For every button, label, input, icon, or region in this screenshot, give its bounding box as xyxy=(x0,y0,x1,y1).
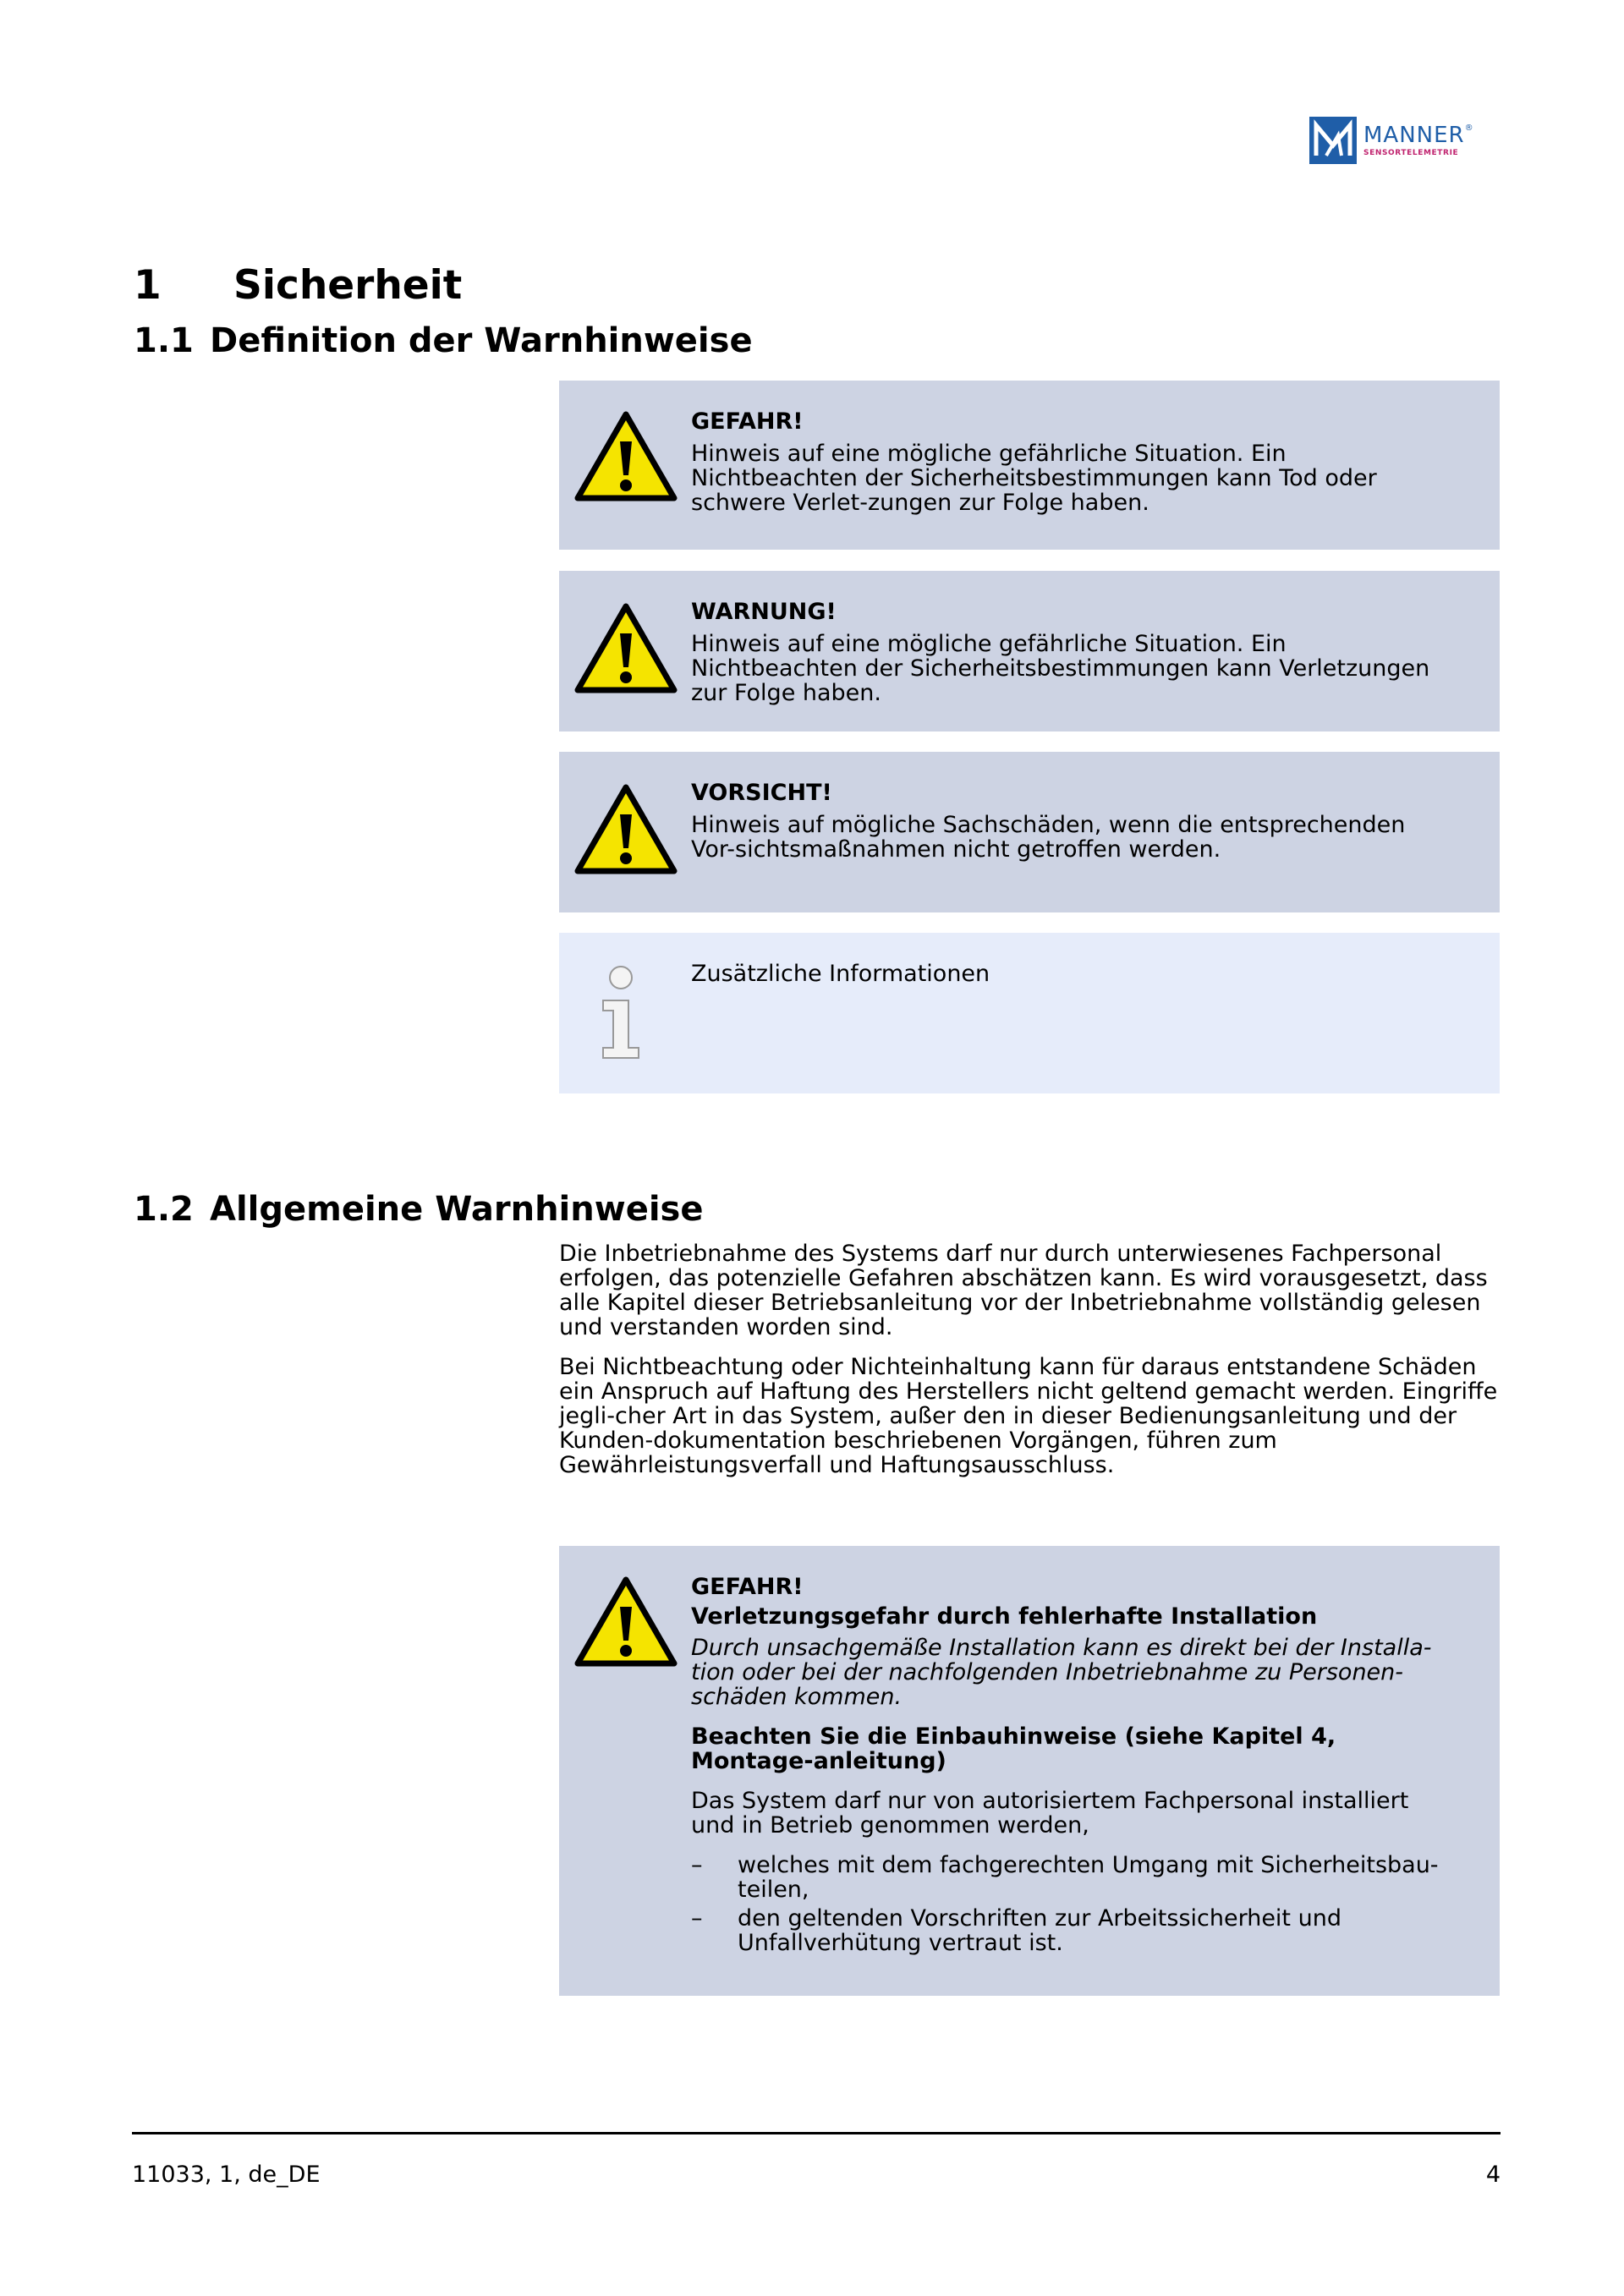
notice-text: Hinweis auf mögliche Sachschäden, wenn die entsprechenden Vor-sichtsmaßnahmen nicht getroffen werden. xyxy=(691,812,1406,863)
body-text xyxy=(559,1241,1500,1493)
bullet-text: den geltenden Vorschriften zur Arbeitssicherheit und Unfallverhütung vertraut ist. xyxy=(738,1905,1341,1956)
installation-danger-box xyxy=(559,1546,1500,1996)
warning-triangle-icon xyxy=(574,1576,678,1668)
subsection-number: 1.2 xyxy=(134,1190,194,1229)
notice-label: GEFAHR! xyxy=(691,408,804,435)
paragraph: Bei Nichtbeachtung oder Nichteinhaltung kann für daraus entstandene Schäden ein Anspruch auf Haftung des Herstellers nicht geltend gemacht werden. Eingriffe jegli-cher Art in das System, außer den in dieser Bedienungsanleitung und der Kunden-dokumentation beschriebenen Vorgängen, führen zum Gewährleistungsverfall und Haftungsausschluss. xyxy=(559,1354,1498,1478)
notice-text: Hinweis auf eine mögliche gefährliche Situation. Ein Nichtbeachten der Sicherheitsbestimmungen kann Tod oder schwere Verlet-zungen zur Folge haben. xyxy=(691,441,1377,516)
logo-mark-icon xyxy=(1309,117,1357,164)
section-title: Sicherheit xyxy=(233,262,463,309)
subsection-heading-1-2 xyxy=(134,1190,703,1229)
warning-notice-box xyxy=(559,571,1500,732)
warning-triangle-icon xyxy=(574,411,678,502)
notice-text: Zusätzliche Informationen xyxy=(691,961,990,987)
footer-divider xyxy=(132,2132,1501,2134)
caution-notice-box xyxy=(559,752,1500,912)
danger-instruction: Beachten Sie die Einbauhinweise (siehe Kapitel 4, Montage-anleitung) xyxy=(691,1723,1336,1774)
notice-text: Hinweis auf eine mögliche gefährliche Situation. Ein Nichtbeachten der Sicherheitsbestimmungen kann Verletzungen zur Folge haben. xyxy=(691,631,1430,706)
info-notice-box xyxy=(559,933,1500,1093)
section-number: 1 xyxy=(134,262,162,309)
warning-triangle-icon xyxy=(574,603,678,694)
subsection-title: Definition der Warnhinweise xyxy=(210,321,753,360)
danger-bullet-list xyxy=(691,1853,1449,1955)
list-item xyxy=(691,1853,1449,1902)
danger-notice-box xyxy=(559,381,1500,550)
footer-doc-id: 11033, 1, de_DE xyxy=(132,2162,321,2188)
logo-subtitle: SENSORTELEMETRIE xyxy=(1363,148,1459,157)
list-item xyxy=(691,1906,1449,1955)
company-logo xyxy=(1309,117,1474,164)
info-icon xyxy=(591,963,650,1065)
logo-registered-mark: ® xyxy=(1464,123,1474,133)
paragraph: Die Inbetriebnahme des Systems darf nur durch unterwiesenes Fachpersonal erfolgen, das potenzielle Gefahren abschätzen kann. Es wird vorausgesetzt, dass alle Kapitel dieser Betriebsanleitung vor der Inbetriebnahme vollständig gelesen und verstanden worden sind. xyxy=(559,1241,1488,1340)
footer-page-number: 4 xyxy=(1485,2162,1501,2188)
logo-name: MANNER xyxy=(1363,122,1465,148)
danger-text: Das System darf nur von autorisiertem Fachpersonal installiert und in Betrieb genommen werden, xyxy=(691,1788,1409,1838)
notice-label: WARNUNG! xyxy=(691,599,837,625)
danger-heading: Verletzungsgefahr durch fehlerhafte Installation xyxy=(691,1603,1318,1630)
section-heading xyxy=(134,262,462,309)
subsection-title: Allgemeine Warnhinweise xyxy=(210,1190,704,1229)
danger-description: Durch unsachgemäße Installation kann es direkt bei der Installa-tion oder bei der nachfolgenden Inbetriebnahme zu Personen-schäden kommen. xyxy=(691,1635,1432,1710)
bullet-dash: – xyxy=(691,1905,703,1932)
notice-label: GEFAHR! xyxy=(691,1574,804,1600)
bullet-dash: – xyxy=(691,1852,703,1878)
warning-triangle-icon xyxy=(574,784,678,875)
subsection-heading-1-1 xyxy=(134,321,753,360)
subsection-number: 1.1 xyxy=(134,321,194,360)
bullet-text: welches mit dem fachgerechten Umgang mit Sicherheitsbau-teilen, xyxy=(738,1852,1439,1903)
notice-label: VORSICHT! xyxy=(691,780,832,806)
